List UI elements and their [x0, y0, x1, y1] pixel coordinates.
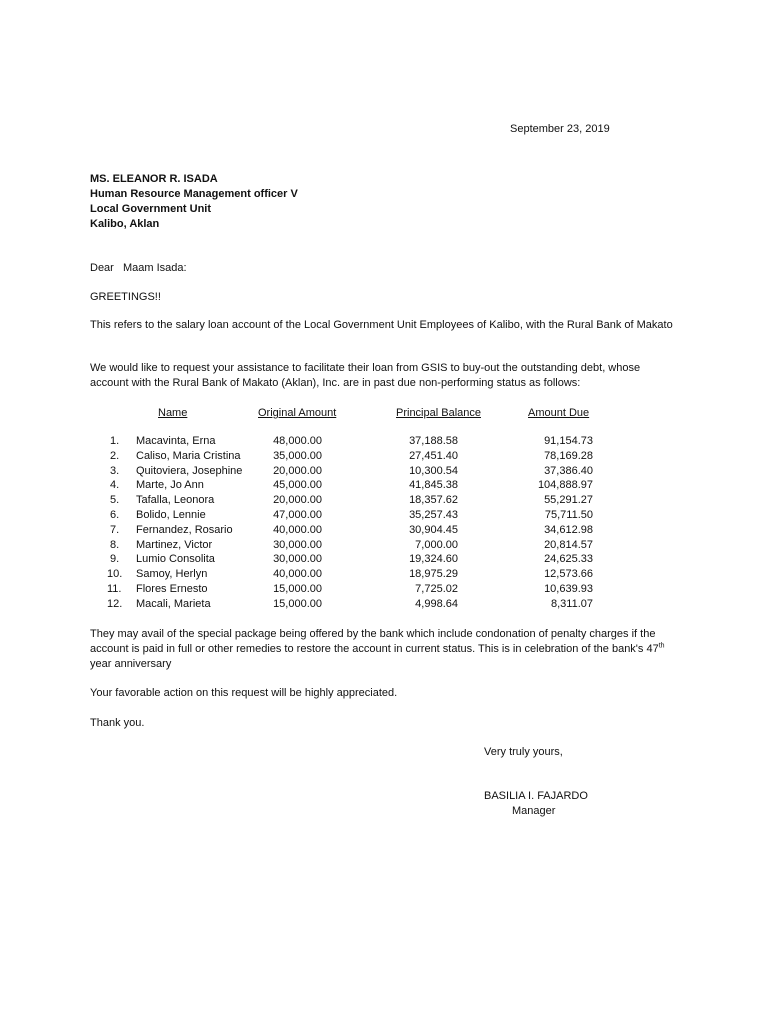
recipient-name: MS. ELEANOR R. ISADA	[90, 173, 218, 185]
row-principal: 27,451.40	[409, 449, 458, 462]
row-due: 34,612.98	[544, 523, 593, 536]
recipient-address	[90, 172, 298, 232]
row-due: 91,154.73	[544, 435, 593, 447]
row-name: Lumio Consolita	[136, 553, 215, 566]
row-name: Tafalla, Leonora	[136, 494, 215, 507]
row-number: 5.	[110, 494, 120, 507]
loan-table	[0, 434, 768, 612]
row-number: 12.	[107, 597, 123, 610]
row-due: 104,888.97	[537, 479, 593, 492]
row-due: 78,169.28	[544, 449, 593, 462]
row-principal: 10,300.54	[409, 464, 458, 477]
table-row	[0, 464, 768, 479]
row-original: 47,000.00	[273, 508, 322, 521]
row-name: Bolido, Lennie	[136, 508, 206, 521]
row-due: 24,625.33	[544, 553, 593, 566]
row-name: Marte, Jo Ann	[136, 479, 204, 492]
row-original: 48,000.00	[273, 435, 322, 447]
table-row	[0, 493, 768, 508]
row-original: 30,000.00	[273, 538, 322, 551]
row-principal: 30,904.45	[409, 523, 458, 536]
table-row	[0, 597, 768, 612]
row-due: 37,386.40	[544, 464, 593, 477]
row-original: 45,000.00	[273, 479, 322, 492]
offer-text: They may avail of the special package being offered by the bank which include condonation of penalty charges if the account is paid in full or other remedies to restore the account in current status. This is in celebration of the bank's 47	[90, 628, 659, 655]
row-principal: 35,257.43	[409, 508, 458, 521]
row-principal: 41,845.38	[409, 479, 458, 492]
row-due: 20,814.57	[544, 538, 593, 551]
row-principal: 18,975.29	[409, 568, 458, 581]
row-number: 2.	[110, 449, 120, 462]
signer-title: Manager	[512, 805, 556, 817]
ordinal-suffix: th	[658, 642, 665, 650]
row-principal: 37,188.58	[409, 435, 458, 447]
row-principal: 18,357.62	[409, 494, 458, 507]
table-row	[0, 449, 768, 464]
recipient-position: Human Resource Management officer V	[90, 188, 298, 200]
row-original: 20,000.00	[273, 464, 322, 477]
row-name: Flores Ernesto	[136, 582, 208, 595]
row-principal: 7,000.00	[415, 538, 458, 551]
row-number: 1.	[110, 435, 120, 447]
row-due: 10,639.93	[544, 582, 593, 595]
table-row	[0, 478, 768, 493]
table-row	[0, 508, 768, 523]
salutation: Dear Maam Isada:	[90, 262, 187, 274]
paragraph-intro: This refers to the salary loan account of the Local Government Unit Employees of Kalibo, with the Rural Bank of Makato	[90, 319, 673, 331]
row-number: 11.	[107, 582, 122, 595]
table-row	[0, 434, 768, 449]
paragraph-appreciation: Your favorable action on this request will be highly appreciated.	[90, 687, 398, 699]
row-number: 8.	[110, 538, 120, 551]
paragraph-offer	[90, 627, 680, 672]
recipient-location: Kalibo, Aklan	[90, 218, 160, 230]
row-original: 30,000.00	[273, 553, 322, 566]
greeting: GREETINGS!!	[90, 291, 161, 303]
row-name: Martinez, Victor	[136, 538, 213, 551]
row-name: Quitoviera, Josephine	[136, 464, 243, 477]
row-number: 10.	[107, 568, 123, 581]
thank-you: Thank you.	[90, 717, 145, 729]
row-number: 7.	[110, 523, 120, 536]
row-principal: 19,324.60	[409, 553, 458, 566]
header-original-amount: Original Amount	[258, 407, 337, 419]
row-number: 4.	[110, 479, 120, 492]
paragraph-request: We would like to request your assistance to facilitate their loan from GSIS to buy-out the outstanding debt, whose account with the Rural Bank of Makato (Aklan), Inc. are in past due non-performing status as follows:	[90, 362, 641, 389]
row-due: 55,291.27	[544, 494, 593, 507]
row-due: 8,311.07	[550, 597, 593, 610]
recipient-office: Local Government Unit	[90, 203, 212, 215]
header-principal-balance: Principal Balance	[396, 407, 481, 419]
row-number: 6.	[110, 508, 120, 521]
letter-date: September 23, 2019	[510, 123, 610, 135]
closing: Very truly yours,	[484, 746, 563, 758]
table-row	[0, 582, 768, 597]
header-amount-due: Amount Due	[528, 407, 590, 419]
row-name: Samoy, Herlyn	[136, 568, 208, 581]
row-original: 20,000.00	[273, 494, 322, 507]
row-original: 40,000.00	[273, 568, 322, 581]
row-principal: 4,998.64	[415, 597, 458, 610]
row-name: Macali, Marieta	[136, 597, 211, 610]
row-original: 15,000.00	[273, 597, 322, 610]
signer-name: BASILIA I. FAJARDO	[484, 790, 588, 802]
row-due: 75,711.50	[544, 508, 593, 521]
table-row	[0, 538, 768, 553]
table-row	[0, 552, 768, 567]
row-name: Macavinta, Erna	[136, 435, 216, 447]
row-principal: 7,725.02	[415, 582, 458, 595]
row-original: 15,000.00	[273, 582, 322, 595]
header-name: Name	[158, 407, 188, 419]
row-original: 40,000.00	[273, 523, 322, 536]
row-name: Caliso, Maria Cristina	[136, 449, 241, 462]
table-row	[0, 523, 768, 538]
row-number: 9.	[110, 553, 120, 566]
table-row	[0, 567, 768, 582]
row-number: 3.	[110, 464, 120, 477]
offer-text-end: year anniversary	[90, 658, 172, 670]
row-name: Fernandez, Rosario	[136, 523, 233, 536]
row-due: 12,573.66	[544, 568, 593, 581]
row-original: 35,000.00	[273, 449, 322, 462]
